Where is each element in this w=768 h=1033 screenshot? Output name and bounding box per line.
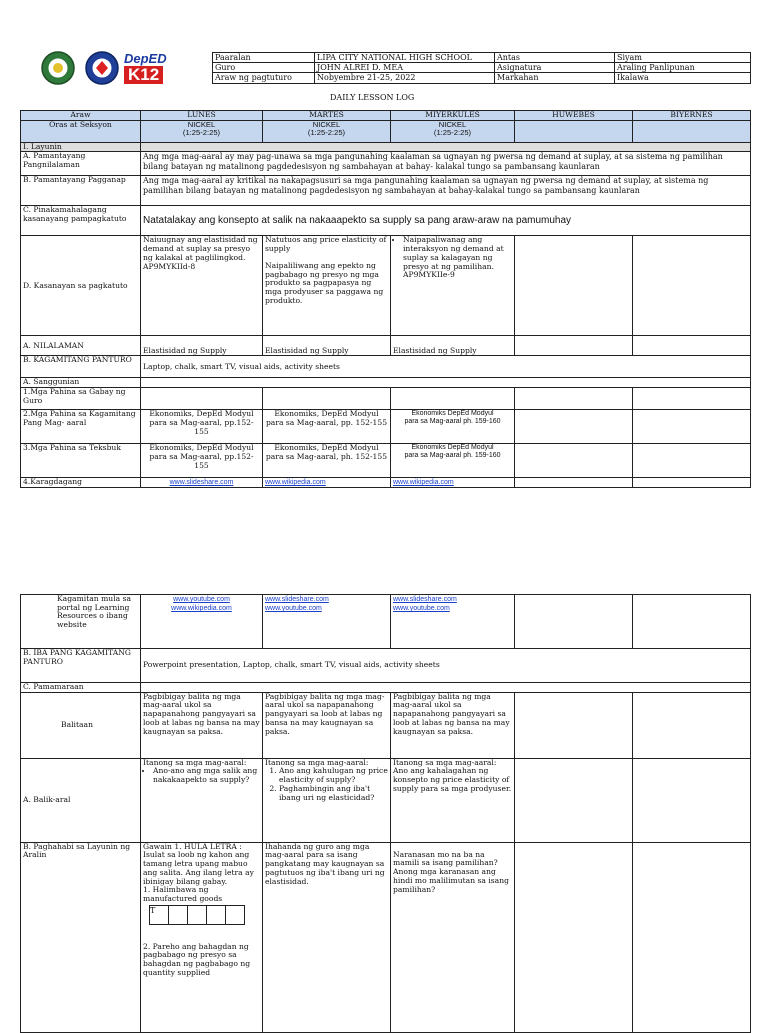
header-table xyxy=(212,52,751,84)
link-wikipedia[interactable]: www.wikipedia.com xyxy=(265,479,326,487)
layunin-label: I. Layunin xyxy=(21,142,141,152)
letter-box[interactable]: T xyxy=(149,905,169,925)
col-biyernes: BIYERNES xyxy=(633,111,751,121)
km-biyernes xyxy=(633,595,751,649)
kp-label: 2.Mga Pahina sa Kagamitang Pang Mag- aaral xyxy=(21,410,141,444)
kp-miy xyxy=(391,410,515,444)
ba-lunes xyxy=(141,758,263,842)
lunes-section xyxy=(141,120,263,142)
link-youtube-2[interactable]: www.youtube.com xyxy=(265,605,322,613)
school-label: Paaralan xyxy=(213,53,315,63)
grade-value: Siyam xyxy=(615,53,751,63)
col-lunes: LUNES xyxy=(141,111,263,121)
tb-miy-1: Ekonomiks DepEd Modyul xyxy=(411,444,494,452)
kag-text: Laptop, chalk, smart TV, visual aids, activity sheets xyxy=(141,356,751,378)
ph-miy: Naranasan mo na ba na mamili sa isang pamilihan? Anong mga karanasan ang hindi mo malilimutan sa isang pamilihan? xyxy=(391,842,515,1032)
sanggunian-fill xyxy=(141,378,751,388)
date-value: Nobyembre 21-25, 2022 xyxy=(315,73,495,83)
col-martes: MARTES xyxy=(263,111,391,121)
tb-label: 3.Mga Pahina sa Teksbuk xyxy=(21,444,141,478)
lesson-log-table xyxy=(20,110,751,488)
ba-biyernes xyxy=(633,758,751,842)
ph-martes: Ihahanda ng guro ang mga mag-aaral para sa isang pangkatang may kaugnayan sa pagtutuos ng iba't ibang uri ng elastisidad. xyxy=(263,842,391,1032)
kd-biyernes xyxy=(633,478,751,488)
section-time: (1:25-2:25) xyxy=(307,128,346,138)
quarter-label: Markahan xyxy=(495,73,615,83)
huwebes-section xyxy=(515,120,633,142)
gabay-biyernes xyxy=(633,388,751,410)
ba-martes-2: 2. Paghambingin ang iba't ibang uri ng elasticidad? xyxy=(279,785,388,802)
nil-martes: Elastisidad ng Supply xyxy=(263,336,391,356)
ba-martes-1: 1. Ano ang kahulugan ng price elasticity of supply? xyxy=(279,767,388,784)
pp-text: Ang mga mag-aaral ay may pag-unawa sa mga pangunahing kaalaman sa ugnayan ng pwersa ng demand at suplay, at sa sistema ng pamilihan bilang batayan ng matalinong pagdedesisyon ng sambahayan at bahay- kalakal tungo sa pambansang kaunlaran xyxy=(141,152,751,176)
ph-huwebes xyxy=(515,842,633,1032)
col-huwebes: HUWEBES xyxy=(515,111,633,121)
gabay-label: 1.Mga Pahina sa Gabay ng Guro xyxy=(21,388,141,410)
karagdagang-label: 4.Karagdagang xyxy=(21,478,141,488)
letter-box[interactable] xyxy=(168,905,188,925)
k-biyernes xyxy=(633,236,751,336)
gabay-miy xyxy=(391,388,515,410)
tb-martes: Ekonomiks, DepEd Modyul para sa Mag-aaral, ph. 152-155 xyxy=(263,444,391,478)
grade-label: Antas xyxy=(495,53,615,63)
pk-label: C. Pinakamahalagang kasanayang pampagkatuto xyxy=(21,206,141,236)
section-time: (1:25-2:25) xyxy=(182,128,221,138)
miy-section xyxy=(391,120,515,142)
bal-lunes: Pagbibigay balita ng mga mag-aaral ukol sa napapanahong pangyayari sa loob at labas ng bansa na may kaugnayan sa paksa. xyxy=(141,692,263,758)
k-martes-2: Naipaliliwang ang epekto ng pagbabago ng presyo ng mga produkto sa pagpapasya ng mga prodyuser sa paggawa ng produkto. xyxy=(265,260,384,305)
kp-martes: Ekonomiks, DepEd Modyul para sa Mag-aaral, pp. 152-155 xyxy=(263,410,391,444)
teacher-value: JOHN ALREI D. MEA xyxy=(315,63,495,73)
balik-aral-label: A. Balik-aral xyxy=(21,758,141,842)
col-miyerkules: MIYERKULES xyxy=(391,111,515,121)
bal-miy: Pagbibigay balita ng mga mag-aaral ukol sa napapanahong pangyayari sa loob at labas ng bansa na may kaugnayan sa paksa. xyxy=(391,692,515,758)
balitaan-label: Balitaan xyxy=(21,692,141,758)
martes-section xyxy=(263,120,391,142)
ba-miy-text: Ano ang kahalagahan ng konsepto ng price elasticity of supply para sa mga prodyuser. xyxy=(393,766,512,793)
kp-miy-2: para sa Mag-aaral ph. 159-160 xyxy=(404,418,501,426)
kp-lunes: Ekonomiks, DepEd Modyul para sa Mag-aaral, pp.152-155 xyxy=(141,410,263,444)
kagamitan-mula-label: Kagamitan mula sa portal ng Learning Resources o ibang website xyxy=(21,595,141,649)
quarter-value: Ikalawa xyxy=(615,73,751,83)
oras-label: Oras at Seksyon xyxy=(21,120,141,142)
paghahabi-label: B. Paghahabi sa Layunin ng Aralin xyxy=(21,842,141,1032)
k12-wordmark: K12 xyxy=(124,66,163,84)
k-huwebes xyxy=(515,236,633,336)
pg-text: Ang mga mag-aaral ay kritikal na nakapagsusuri sa mga pangunahing kaalaman sa ugnayan ng pwersa ng demand at suplay, at sistema ng pamilihan bilang batayan ng matalinong pagdedesisyon ng sambahayan at bahay-kalakal tungo sa pambansang kaunlaran xyxy=(141,176,751,206)
pamamaraan-label: C. Pamamaraan xyxy=(21,683,141,693)
section-name: NICKEL xyxy=(438,120,467,129)
ph-biyernes xyxy=(633,842,751,1032)
ba-lunes-item: • Ano-ano ang mga salik ang nakakaapekto sa supply? xyxy=(153,767,260,784)
pamamaraan-fill xyxy=(141,683,751,693)
link-youtube[interactable]: www.youtube.com xyxy=(173,596,230,603)
deped-wordmark: DepED xyxy=(124,51,167,66)
ba-lunes-intro: Itanong sa mga mag-aaral: xyxy=(143,758,247,767)
k-miy-item: • Naipapaliwanag ang interaksyon ng demand at suplay sa kalagayan ng presyo at ng pamilihan. AP9MYKIIe-9 xyxy=(403,236,512,280)
subject-label: Asignatura xyxy=(495,63,615,73)
kp-huwebes xyxy=(515,410,633,444)
link-slideshare[interactable]: www.slideshare.com xyxy=(169,479,234,487)
k-martes xyxy=(263,236,391,336)
bal-huwebes xyxy=(515,692,633,758)
gabay-lunes xyxy=(141,388,263,410)
biyernes-section xyxy=(633,120,751,142)
km-huwebes xyxy=(515,595,633,649)
section-name: NICKEL xyxy=(187,120,216,129)
tb-lunes: Ekonomiks, DepEd Modyul para sa Mag-aaral, pp.152-155 xyxy=(141,444,263,478)
ba-miy xyxy=(391,758,515,842)
letter-box[interactable] xyxy=(206,905,226,925)
link-youtube-3[interactable]: www.youtube.com xyxy=(393,605,450,613)
kp-biyernes xyxy=(633,410,751,444)
ph-lunes-text: Isulat sa loob ng kahon ang tamang letra upang mabuo ang salita. Ang ilang letra ay ibinigay bilang gabay. xyxy=(143,850,254,886)
letter-box[interactable] xyxy=(187,905,207,925)
section-time: (1:25-2:25) xyxy=(433,128,472,138)
kagamitan-label: B. KAGAMITANG PANTURO xyxy=(21,356,141,378)
letter-box[interactable] xyxy=(225,905,245,925)
nil-biyernes xyxy=(633,336,751,356)
iba-label: B. IBA PANG KAGAMITANG PANTURO xyxy=(21,649,141,683)
tb-miy xyxy=(391,444,515,478)
subject-value: Araling Panlipunan xyxy=(615,63,751,73)
ph-lunes-1: 1. Halimbawa ng manufactured goods xyxy=(143,885,223,904)
log-title: DAILY LESSON LOG xyxy=(330,93,415,102)
col-araw: Araw xyxy=(21,111,141,121)
link-slideshare-2[interactable]: www.slideshare.com xyxy=(265,596,329,603)
letter-boxes xyxy=(149,905,260,925)
link-wikipedia-3[interactable]: www.wikipedia.com xyxy=(171,605,232,613)
lesson-log-table-continued xyxy=(20,594,751,1033)
pk-text: Natatalakay ang konsepto at salik na nakaaapekto sa supply sa pang araw-araw na pamumuhay xyxy=(141,206,751,236)
nil-miy: Elastisidad ng Supply xyxy=(391,336,515,356)
bal-martes: Pagbibigay balita ng mga mag-aaral ukol sa napapanahong pangyayari sa loob at labas ng bansa na may kaugnayan sa paksa. xyxy=(263,692,391,758)
deped-logo xyxy=(124,52,204,84)
teacher-label: Guro xyxy=(213,63,315,73)
school-value: LIPA CITY NATIONAL HIGH SCHOOL xyxy=(315,53,495,63)
pp-label: A. Pamantayang Pangnilalaman xyxy=(21,152,141,176)
ph-lunes-2: 2. Pareho ang bahagdan ng pagbabago ng presyo sa bahagdan ng pagbabago ng quantity supplied xyxy=(143,941,251,977)
link-slideshare-3[interactable]: www.slideshare.com xyxy=(393,596,457,603)
kasanayan-label: D. Kasanayan sa pagkatuto xyxy=(21,236,141,336)
kp-miy-1: Ekonomiks DepEd Modyul xyxy=(411,410,494,418)
gabay-huwebes xyxy=(515,388,633,410)
iba-text: Powerpoint presentation, Laptop, chalk, smart TV, visual aids, activity sheets xyxy=(141,649,751,683)
k-martes-1: Natutuos ang price elasticity of supply xyxy=(265,235,387,254)
tb-miy-2: para sa Mag-aaral ph. 159-160 xyxy=(404,452,501,460)
ba-martes xyxy=(263,758,391,842)
pg-label: B. Pamantayang Pagganap xyxy=(21,176,141,206)
ph-lunes xyxy=(141,842,263,1032)
k-lunes: Naiuugnay ang elastisidad ng demand at suplay sa presyo ng kalakal at paglilingkod. AP9MYKIId-8 xyxy=(141,236,263,336)
bal-biyernes xyxy=(633,692,751,758)
k-miyerkules xyxy=(391,236,515,336)
nil-huwebes xyxy=(515,336,633,356)
sanggunian-label: A. Sanggunian xyxy=(21,378,141,388)
kd-huwebes xyxy=(515,478,633,488)
layunin-fill xyxy=(141,142,751,152)
tb-biyernes xyxy=(633,444,751,478)
section-name: NICKEL xyxy=(312,120,341,129)
nil-lunes: Elastisidad ng Supply xyxy=(141,336,263,356)
tb-huwebes xyxy=(515,444,633,478)
ba-miy-intro: Itanong sa mga mag-aaral: xyxy=(393,758,497,767)
ph-lunes-title: Gawain 1. HULA LETRA : xyxy=(143,842,242,851)
nilalaman-label: A. NILALAMAN xyxy=(21,336,141,356)
date-label: Araw ng pagtuturo xyxy=(213,73,315,83)
ba-martes-intro: Itanong sa mga mag-aaral: xyxy=(265,758,369,767)
logo-strip xyxy=(20,48,204,88)
gabay-martes xyxy=(263,388,391,410)
ba-huwebes xyxy=(515,758,633,842)
link-wikipedia-2[interactable]: www.wikipedia.com xyxy=(393,479,454,487)
